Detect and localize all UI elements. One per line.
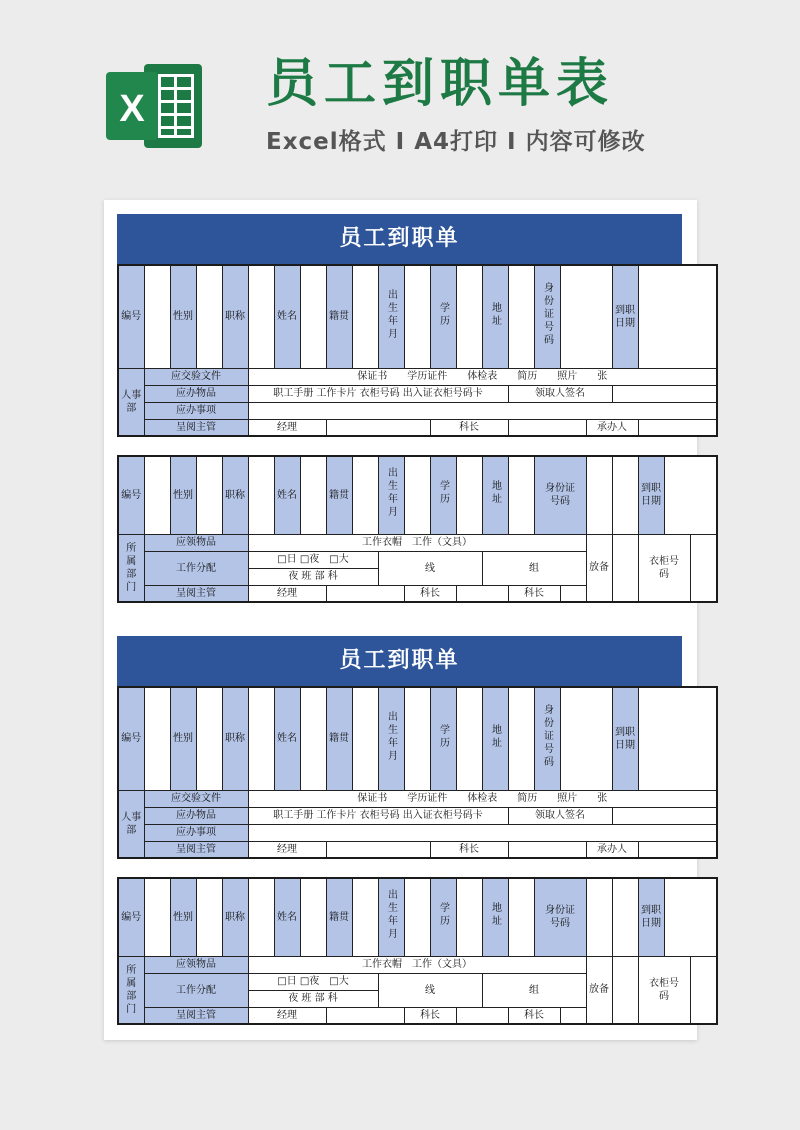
label-birth: 出生年月 <box>378 687 404 790</box>
label-id-number: 身份证号码 <box>534 878 586 956</box>
value-position[interactable] <box>248 265 274 368</box>
label-education: 学历 <box>430 878 456 956</box>
label-handler: 承办人 <box>586 841 638 858</box>
label-supplies: 应办物品 <box>144 385 248 402</box>
label-manager: 经理 <box>248 841 326 858</box>
label-address: 地址 <box>482 456 508 534</box>
label-education: 学历 <box>430 687 456 790</box>
label-supplies: 应办物品 <box>144 807 248 824</box>
label-note: 放备 <box>586 956 612 1024</box>
sheet-title-2: 员工到职单 <box>117 636 682 686</box>
onboarding-form-top-2 <box>117 686 718 859</box>
label-join-date: 到职日期 <box>612 687 638 790</box>
logo-letter: X <box>119 88 145 130</box>
value-birth[interactable] <box>404 878 430 956</box>
label-no: 编号 <box>118 878 144 956</box>
label-name: 姓名 <box>274 456 300 534</box>
value-chief-2[interactable] <box>560 1007 586 1024</box>
value-education[interactable] <box>456 878 482 956</box>
value-required-docs[interactable]: 保证书 学历证件 体检表 简历 照片 张 <box>248 790 717 807</box>
value-join-date[interactable] <box>638 265 717 368</box>
label-name: 姓名 <box>274 265 300 368</box>
label-manager: 经理 <box>248 1007 326 1024</box>
value-chief[interactable] <box>456 1007 508 1024</box>
value-receiver-sign[interactable] <box>612 385 717 402</box>
label-no: 编号 <box>118 687 144 790</box>
label-chief: 科长 <box>430 419 508 436</box>
label-join-date: 到职日期 <box>638 456 664 534</box>
label-id-number: 身份证号码 <box>534 265 560 368</box>
value-position[interactable] <box>248 687 274 790</box>
value-position[interactable] <box>248 456 274 534</box>
label-review: 呈阅主管 <box>144 841 248 858</box>
label-position: 职称 <box>222 687 248 790</box>
value-birth[interactable] <box>404 265 430 368</box>
value-required-docs[interactable]: 保证书 学历证件 体检表 简历 照片 张 <box>248 368 717 385</box>
value-assign-line1[interactable]: □日 □夜 □大 <box>248 551 378 568</box>
label-note: 放备 <box>586 534 612 602</box>
value-no[interactable] <box>144 687 170 790</box>
label-join-date: 到职日期 <box>612 265 638 368</box>
label-line: 线 <box>378 973 482 1007</box>
label-matters: 应办事项 <box>144 402 248 419</box>
label-gender: 性别 <box>170 687 196 790</box>
value-join-date[interactable] <box>664 878 717 956</box>
value-birth[interactable] <box>404 687 430 790</box>
label-group: 组 <box>482 551 586 585</box>
label-manager: 经理 <box>248 585 326 602</box>
label-address: 地址 <box>482 265 508 368</box>
value-matters[interactable] <box>248 402 717 419</box>
value-name[interactable] <box>300 456 326 534</box>
value-supplies[interactable]: 职工手册 工作卡片 衣柜号码 出入证衣柜号码卡 <box>248 385 508 402</box>
value-no[interactable] <box>144 878 170 956</box>
value-origin[interactable] <box>352 878 378 956</box>
value-receiver-sign[interactable] <box>612 807 717 824</box>
label-origin: 籍贯 <box>326 456 352 534</box>
value-id-number-2[interactable] <box>612 878 638 956</box>
label-education: 学历 <box>430 265 456 368</box>
label-position: 职称 <box>222 265 248 368</box>
label-matters: 应办事项 <box>144 824 248 841</box>
label-id-number: 身份证号码 <box>534 687 560 790</box>
label-birth: 出生年月 <box>378 456 404 534</box>
label-required-docs: 应交验文件 <box>144 368 248 385</box>
value-position[interactable] <box>248 878 274 956</box>
label-origin: 籍贯 <box>326 687 352 790</box>
value-education[interactable] <box>456 687 482 790</box>
value-id-number[interactable] <box>586 878 612 956</box>
value-name[interactable] <box>300 878 326 956</box>
value-supplies[interactable]: 工作衣帽 工作（文具） <box>248 534 586 551</box>
label-chief: 科长 <box>404 1007 456 1024</box>
label-education: 学历 <box>430 456 456 534</box>
value-chief[interactable] <box>508 419 586 436</box>
label-position: 职称 <box>222 456 248 534</box>
value-supplies[interactable]: 职工手册 工作卡片 衣柜号码 出入证衣柜号码卡 <box>248 807 508 824</box>
value-no[interactable] <box>144 265 170 368</box>
value-origin[interactable] <box>352 265 378 368</box>
value-name[interactable] <box>300 687 326 790</box>
value-locker[interactable] <box>690 956 717 1024</box>
excel-logo-icon <box>104 60 204 152</box>
label-position: 职称 <box>222 878 248 956</box>
value-join-date[interactable] <box>664 456 717 534</box>
value-assign-line2[interactable]: 夜 班 部 科 <box>248 568 378 585</box>
value-locker[interactable] <box>690 534 717 602</box>
value-note[interactable] <box>612 534 638 602</box>
label-gender: 性别 <box>170 456 196 534</box>
label-review: 呈阅主管 <box>144 419 248 436</box>
value-handler[interactable] <box>638 419 717 436</box>
label-assign: 工作分配 <box>144 551 248 585</box>
value-address[interactable] <box>508 687 534 790</box>
label-chief-2: 科长 <box>508 1007 560 1024</box>
onboarding-form-top <box>117 264 718 437</box>
page-subtitle: Excel格式 Ⅰ A4打印 Ⅰ 内容可修改 <box>266 129 646 155</box>
label-address: 地址 <box>482 878 508 956</box>
label-origin: 籍贯 <box>326 878 352 956</box>
value-join-date[interactable] <box>638 687 717 790</box>
label-locker: 衣柜号码 <box>638 534 690 602</box>
value-no[interactable] <box>144 456 170 534</box>
label-no: 编号 <box>118 265 144 368</box>
value-gender[interactable] <box>196 687 222 790</box>
label-gender: 性别 <box>170 878 196 956</box>
value-note[interactable] <box>612 956 638 1024</box>
value-gender[interactable] <box>196 878 222 956</box>
label-name: 姓名 <box>274 687 300 790</box>
value-chief[interactable] <box>508 841 586 858</box>
label-birth: 出生年月 <box>378 265 404 368</box>
value-name[interactable] <box>300 265 326 368</box>
value-assign-line1[interactable]: □日 □夜 □大 <box>248 973 378 990</box>
value-supplies[interactable]: 工作衣帽 工作（文具） <box>248 956 586 973</box>
value-id-number[interactable] <box>560 265 612 368</box>
label-locker: 衣柜号码 <box>638 956 690 1024</box>
value-manager[interactable] <box>326 585 404 602</box>
page-title: 员工到职单表 <box>266 54 615 114</box>
label-handler: 承办人 <box>586 419 638 436</box>
value-chief[interactable] <box>456 585 508 602</box>
label-review: 呈阅主管 <box>144 1007 248 1024</box>
label-chief: 科长 <box>404 585 456 602</box>
label-required-docs: 应交验文件 <box>144 790 248 807</box>
label-manager: 经理 <box>248 419 326 436</box>
value-address[interactable] <box>508 878 534 956</box>
label-gender: 性别 <box>170 265 196 368</box>
label-assign: 工作分配 <box>144 973 248 1007</box>
onboarding-form-bottom-2 <box>117 877 718 1025</box>
value-id-number[interactable] <box>560 687 612 790</box>
label-chief: 科长 <box>430 841 508 858</box>
value-manager[interactable] <box>326 1007 404 1024</box>
label-supplies: 应领物品 <box>144 534 248 551</box>
label-group: 组 <box>482 973 586 1007</box>
value-gender[interactable] <box>196 265 222 368</box>
label-receiver-sign: 领取人签名 <box>508 807 612 824</box>
value-education[interactable] <box>456 456 482 534</box>
label-origin: 籍贯 <box>326 265 352 368</box>
value-address[interactable] <box>508 265 534 368</box>
onboarding-form-bottom <box>117 455 718 603</box>
label-line: 线 <box>378 551 482 585</box>
value-education[interactable] <box>456 265 482 368</box>
label-review: 呈阅主管 <box>144 585 248 602</box>
value-id-number[interactable] <box>586 456 612 534</box>
label-hr-dept: 人事部 <box>118 368 144 436</box>
label-id-number: 身份证号码 <box>534 456 586 534</box>
value-birth[interactable] <box>404 456 430 534</box>
label-name: 姓名 <box>274 878 300 956</box>
label-no: 编号 <box>118 456 144 534</box>
value-id-number-2[interactable] <box>612 456 638 534</box>
label-chief-2: 科长 <box>508 585 560 602</box>
value-gender[interactable] <box>196 456 222 534</box>
value-origin[interactable] <box>352 456 378 534</box>
value-assign-line2[interactable]: 夜 班 部 科 <box>248 990 378 1007</box>
label-dept: 所属部门 <box>118 534 144 602</box>
value-address[interactable] <box>508 456 534 534</box>
label-dept: 所属部门 <box>118 956 144 1024</box>
label-address: 地址 <box>482 687 508 790</box>
value-manager[interactable] <box>326 841 430 858</box>
value-chief-2[interactable] <box>560 585 586 602</box>
value-matters[interactable] <box>248 824 717 841</box>
label-receiver-sign: 领取人签名 <box>508 385 612 402</box>
label-supplies: 应领物品 <box>144 956 248 973</box>
value-handler[interactable] <box>638 841 717 858</box>
sheet-title: 员工到职单 <box>117 214 682 264</box>
label-hr-dept: 人事部 <box>118 790 144 858</box>
label-join-date: 到职日期 <box>638 878 664 956</box>
value-manager[interactable] <box>326 419 430 436</box>
label-birth: 出生年月 <box>378 878 404 956</box>
value-origin[interactable] <box>352 687 378 790</box>
